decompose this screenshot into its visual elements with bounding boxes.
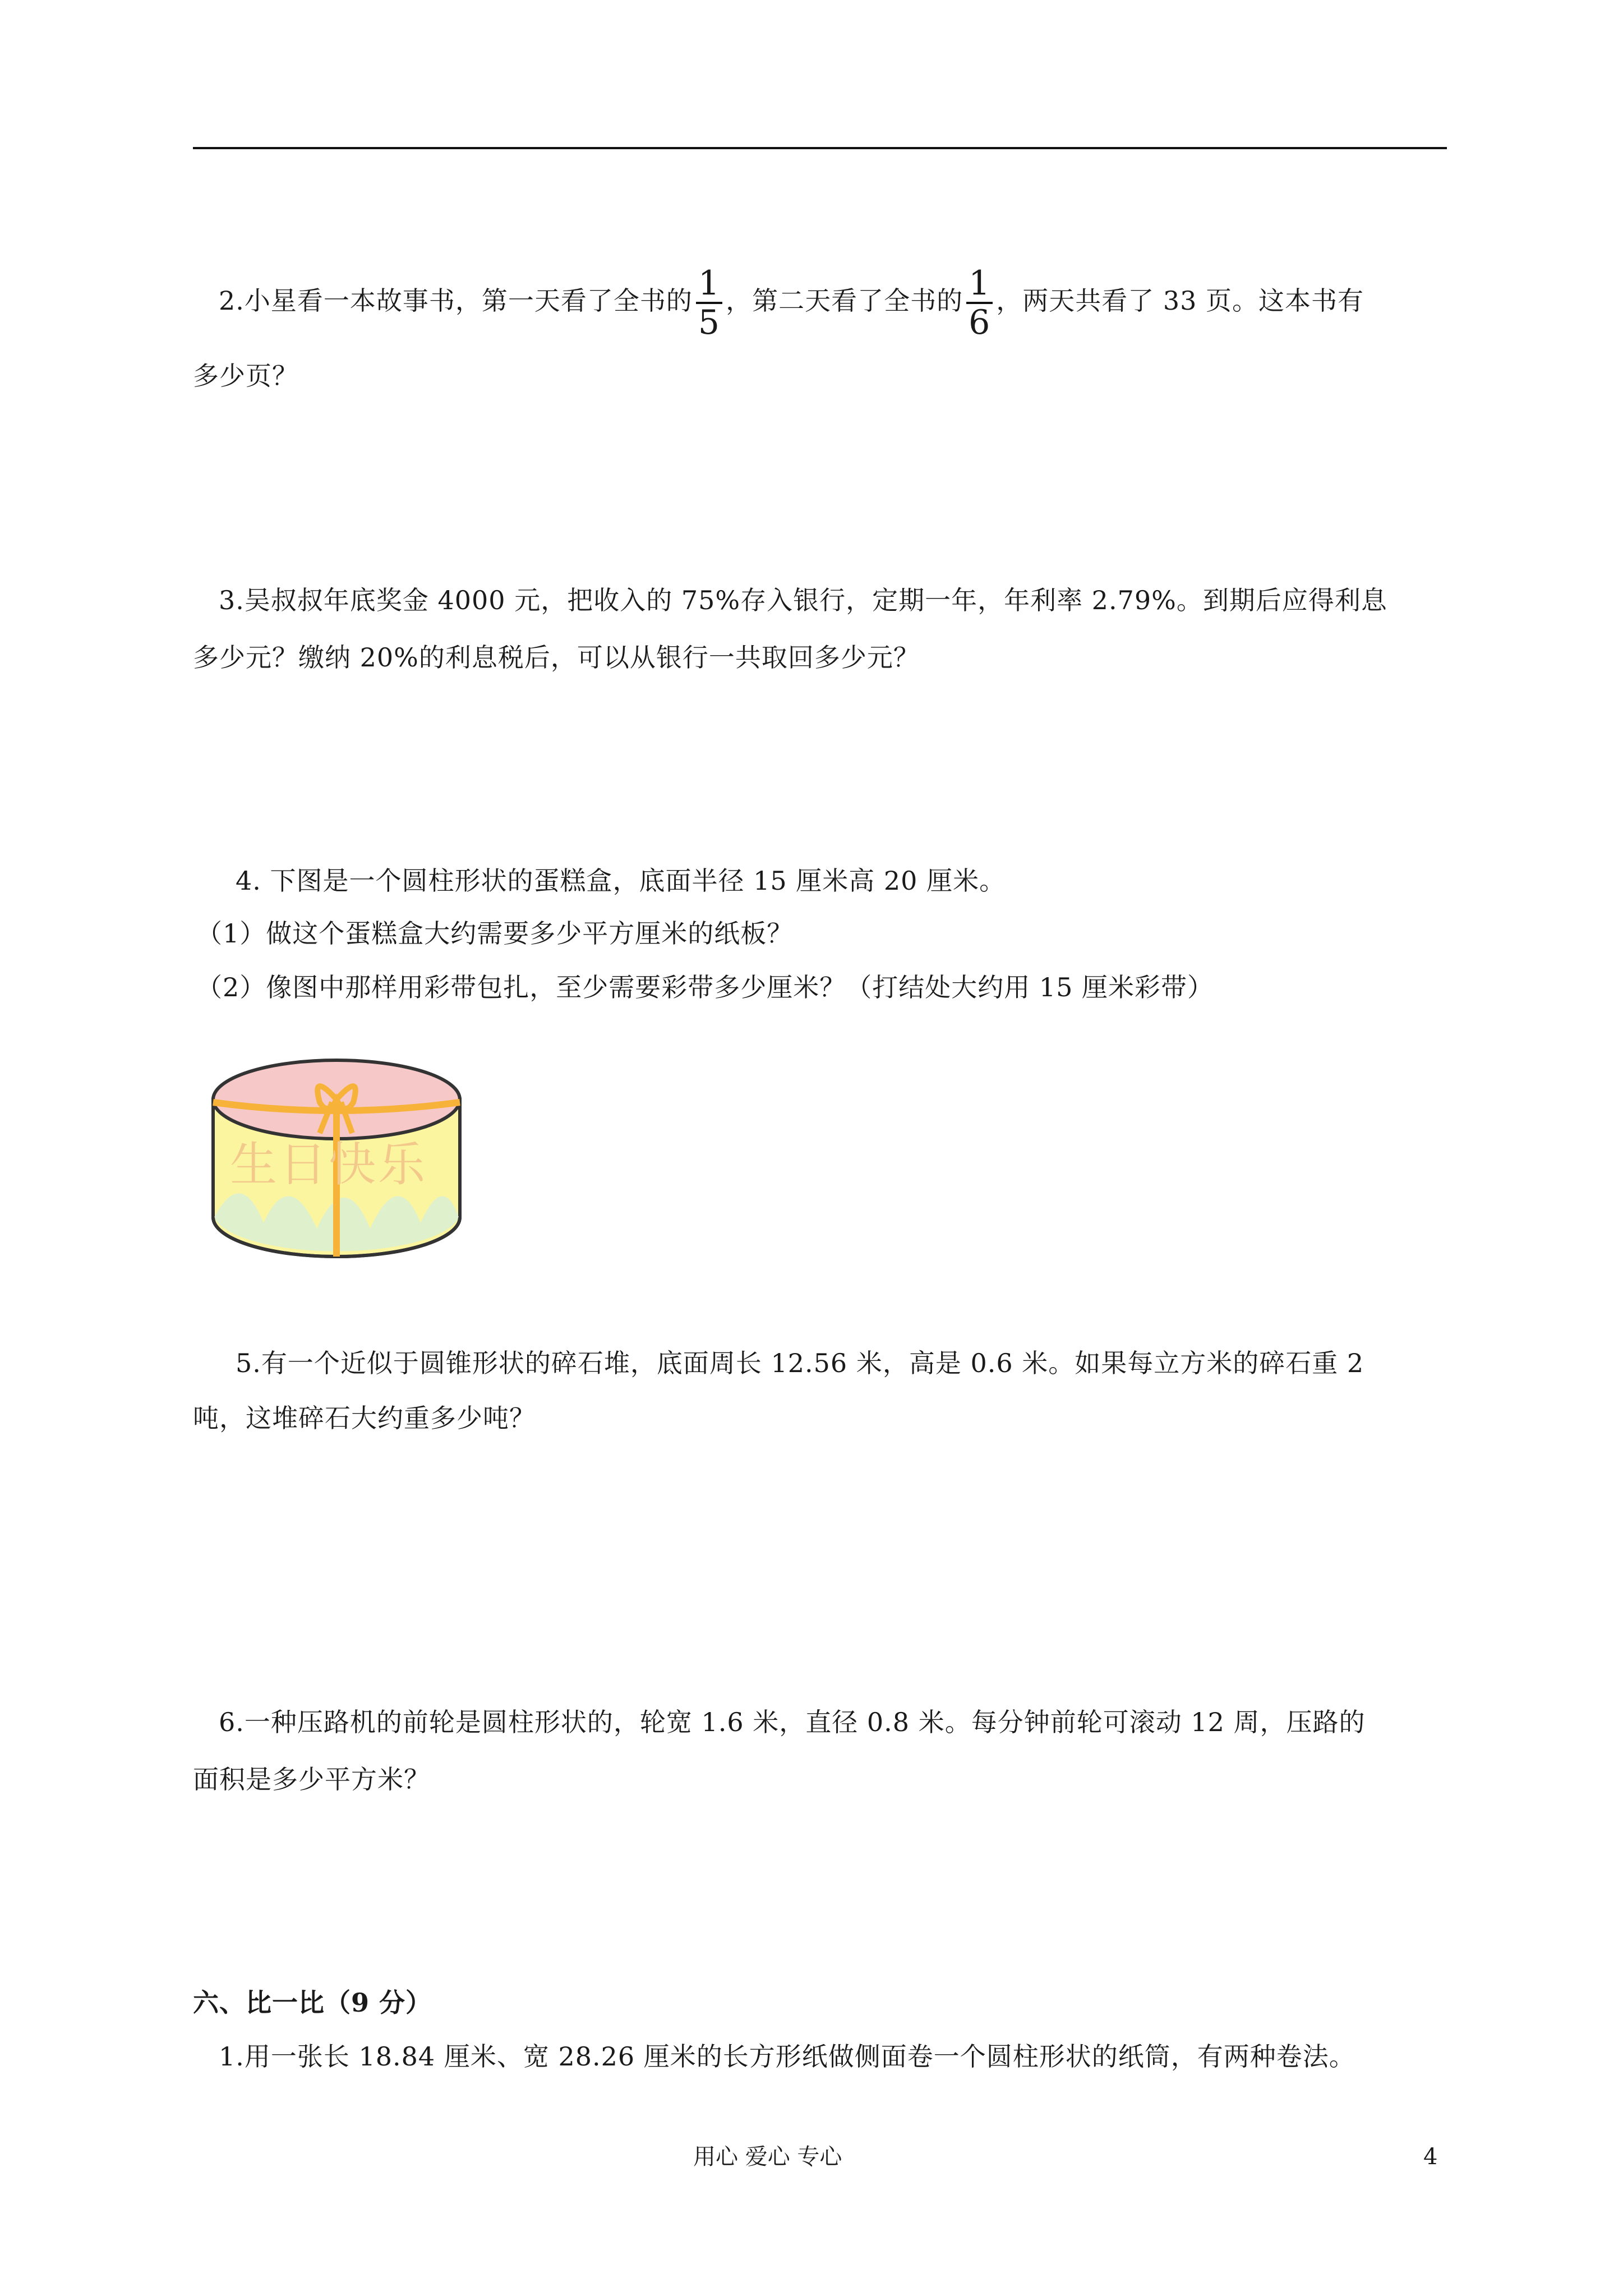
header-rule xyxy=(193,147,1447,149)
q2-text-part1: 2.小星看一本故事书，第一天看了全书的 xyxy=(219,286,693,316)
q3-line1: 3.吴叔叔年底奖金 4000 元，把收入的 75%存入银行，定期一年，年利率 2.79%。到期后应得利息 xyxy=(219,585,1387,615)
q6-line1: 6.一种压路机的前轮是圆柱形状的，轮宽 1.6 米，直径 0.8 米。每分钟前轮可滚动 12 周，压路的 xyxy=(219,1707,1366,1737)
page-number: 4 xyxy=(1423,2144,1438,2170)
q5-line2: 吨，这堆碎石大约重多少吨？ xyxy=(193,1403,536,1433)
fraction-one-fifth: $\frac{1}{5}$ xyxy=(696,265,722,341)
q2-text-part2: ，第二天看了全书的 xyxy=(726,286,963,316)
q5-line1: 5.有一个近似于圆锥形状的碎石堆，底面周长 12.56 米，高是 0.6 米。如果每立方米的碎石重 2 xyxy=(236,1348,1364,1378)
section6-heading: 六、比一比（9 分） xyxy=(193,1987,432,2018)
q4-sub1: （1）做这个蛋糕盒大约需要多少平方厘米的纸板？ xyxy=(196,918,794,949)
q2-line1 xyxy=(219,265,1364,341)
q2-line2: 多少页？ xyxy=(193,361,298,391)
section6-q1: 1.用一张长 18.84 厘米、宽 28.26 厘米的长方形纸做侧面卷一个圆柱形状的纸筒，有两种卷法。 xyxy=(219,2041,1355,2072)
fraction-one-sixth: $\frac{1}{6}$ xyxy=(966,265,993,341)
q2-text-part3: ，两天共看了 33 页。这本书有 xyxy=(996,286,1364,316)
cake-text: 生日快乐 xyxy=(230,1137,428,1192)
q6-line2: 面积是多少平方米？ xyxy=(193,1764,430,1795)
q4-sub2: （2）像图中那样用彩带包扎，至少需要彩带多少厘米？（打结处大约用 15 厘米彩带） xyxy=(196,972,1214,1002)
q3-line2: 多少元？缴纳 20%的利息税后，可以从银行一共取回多少元？ xyxy=(193,642,920,673)
q4-line1: 4. 下图是一个圆柱形状的蛋糕盒，底面半径 15 厘米高 20 厘米。 xyxy=(236,866,1006,896)
cake-box-illustration xyxy=(208,1038,465,1273)
footer-motto: 用心 爱心 专心 xyxy=(693,2144,842,2170)
